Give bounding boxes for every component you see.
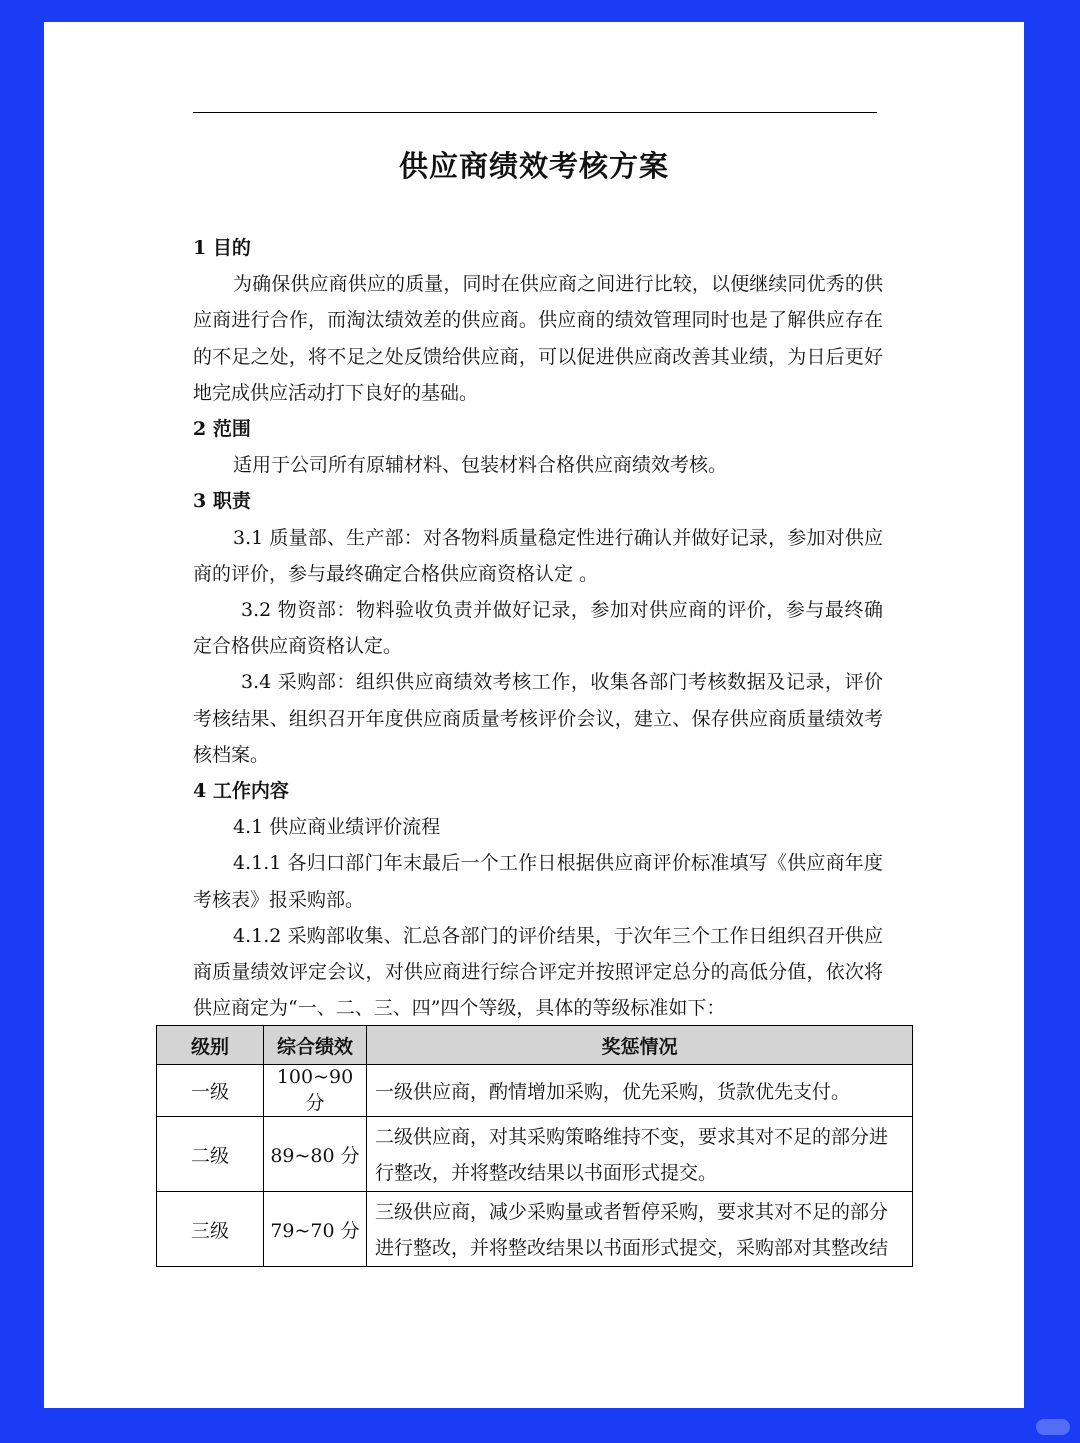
duty-3-2: 3.2 物资部：物料验收负责并做好记录，参加对供应商的评价，参与最终确定合格供应商资格认定。 <box>193 599 883 658</box>
work-4-1: 4.1 供应商业绩评价流程 <box>233 816 441 839</box>
cell-score: 100~90 分 <box>264 1065 367 1117</box>
header-action: 奖惩情况 <box>367 1026 913 1065</box>
watermark-badge <box>1036 1419 1070 1435</box>
table-header-row <box>157 1026 913 1065</box>
section-heading-duties: 3 职责 <box>193 490 251 513</box>
section-heading-work: 4 工作内容 <box>193 780 289 803</box>
duty-3-4: 3.4 采购部：组织供应商绩效考核工作，收集各部门考核数据及记录，评价考核结果、组织召开年度供应商质量考核评价会议，建立、保存供应商质量绩效考核档案。 <box>193 671 883 766</box>
cell-level: 三级 <box>157 1192 264 1267</box>
table-row <box>157 1117 913 1192</box>
work-4-1-2: 4.1.2 采购部收集、汇总各部门的评价结果，于次年三个工作日组织召开供应商质量绩效评定会议，对供应商进行综合评定并按照评定总分的高低分值，依次将供应商定为“一、二、三、四”四个等级，具体的等级标准如下： <box>193 924 883 1020</box>
cell-action: 三级供应商，减少采购量或者暂停采购，要求其对不足的部分进行整改，并将整改结果以书面形式提交，采购部对其整改结 <box>367 1192 913 1267</box>
cell-score: 79~70 分 <box>264 1192 367 1267</box>
work-4-1-1: 4.1.1 各归口部门年末最后一个工作日根据供应商评价标准填写《供应商年度考核表》报采购部。 <box>193 852 883 911</box>
cell-action: 一级供应商，酌情增加采购，优先采购，货款优先支付。 <box>367 1065 913 1117</box>
header-level: 级别 <box>157 1026 264 1065</box>
table-row <box>157 1192 913 1267</box>
header-rule <box>193 112 877 113</box>
grade-table <box>156 1025 913 1267</box>
cell-score: 89~80 分 <box>264 1117 367 1192</box>
cell-level: 一级 <box>157 1065 264 1117</box>
purpose-paragraph: 为确保供应商供应的质量，同时在供应商之间进行比较，以便继续同优秀的供应商进行合作，而淘汰绩效差的供应商。供应商的绩效管理同时也是了解供应存在的不足之处，将不足之处反馈给供应商，可以促进供应商改善其业绩，为日后更好地完成供应活动打下良好的基础。 <box>193 273 883 404</box>
document-body <box>193 230 883 1026</box>
document-page <box>44 22 1024 1408</box>
scope-paragraph: 适用于公司所有原辅材料、包装材料合格供应商绩效考核。 <box>233 454 728 477</box>
header-score: 综合绩效 <box>264 1026 367 1065</box>
section-heading-scope: 2 范围 <box>193 418 251 441</box>
document-title: 供应商绩效考核方案 <box>398 149 669 183</box>
section-heading-purpose: 1 目的 <box>193 237 251 259</box>
cell-level: 二级 <box>157 1117 264 1192</box>
duty-3-1: 3.1 质量部、生产部：对各物料质量稳定性进行确认并做好记录，参加对供应商的评价，参与最终确定合格供应商资格认定 。 <box>193 526 883 585</box>
cell-action: 二级供应商，对其采购策略维持不变，要求其对不足的部分进行整改，并将整改结果以书面形式提交。 <box>367 1117 913 1192</box>
table-row <box>157 1065 913 1117</box>
